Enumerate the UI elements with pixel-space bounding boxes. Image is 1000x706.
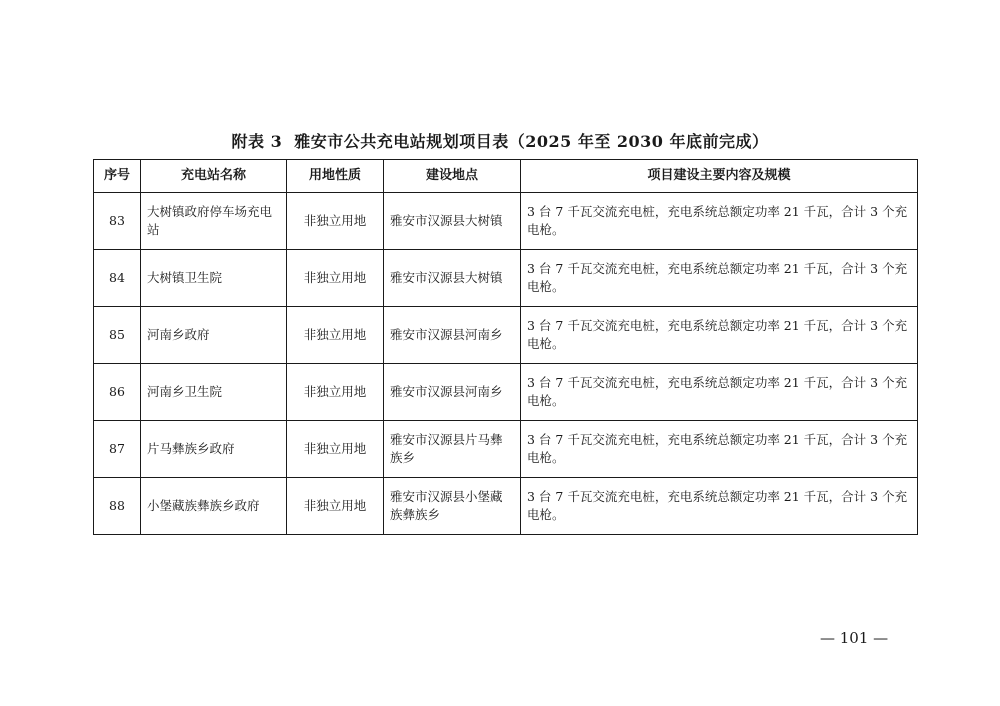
cell-location: 雅安市汉源县小堡藏族彝族乡 <box>384 478 521 535</box>
table-row <box>94 307 918 364</box>
table-header-row <box>94 160 918 193</box>
cell-station-name: 大树镇卫生院 <box>141 250 287 307</box>
header-content: 项目建设主要内容及规模 <box>521 160 918 193</box>
cell-seq: 84 <box>94 250 141 307</box>
cell-seq: 85 <box>94 307 141 364</box>
table-row <box>94 478 918 535</box>
table-row <box>94 193 918 250</box>
table-title <box>0 131 1000 153</box>
cell-land-type: 非独立用地 <box>287 478 384 535</box>
cell-seq: 83 <box>94 193 141 250</box>
cell-location: 雅安市汉源县片马彝族乡 <box>384 421 521 478</box>
cell-location: 雅安市汉源县大树镇 <box>384 193 521 250</box>
cell-content: 3 台 7 千瓦交流充电桩，充电系统总额定功率 21 千瓦，合计 3 个充电枪。 <box>521 421 918 478</box>
cell-station-name: 大树镇政府停车场充电站 <box>141 193 287 250</box>
cell-land-type: 非独立用地 <box>287 421 384 478</box>
cell-content: 3 台 7 千瓦交流充电桩，充电系统总额定功率 21 千瓦，合计 3 个充电枪。 <box>521 364 918 421</box>
table-title-prefix: 附表 3 <box>231 132 283 151</box>
table-row <box>94 250 918 307</box>
cell-seq: 87 <box>94 421 141 478</box>
cell-seq: 88 <box>94 478 141 535</box>
table-row <box>94 364 918 421</box>
page-number: — 101 — <box>820 629 889 647</box>
header-land-type: 用地性质 <box>287 160 384 193</box>
cell-station-name: 片马彝族乡政府 <box>141 421 287 478</box>
header-location: 建设地点 <box>384 160 521 193</box>
table-title-text: 雅安市公共充电站规划项目表（2025 年至 2030 年底前完成） <box>294 132 769 151</box>
cell-content: 3 台 7 千瓦交流充电桩，充电系统总额定功率 21 千瓦，合计 3 个充电枪。 <box>521 478 918 535</box>
cell-content: 3 台 7 千瓦交流充电桩，充电系统总额定功率 21 千瓦，合计 3 个充电枪。 <box>521 250 918 307</box>
cell-seq: 86 <box>94 364 141 421</box>
cell-content: 3 台 7 千瓦交流充电桩，充电系统总额定功率 21 千瓦，合计 3 个充电枪。 <box>521 307 918 364</box>
charging-station-plan-table <box>93 159 918 535</box>
cell-location: 雅安市汉源县河南乡 <box>384 307 521 364</box>
cell-land-type: 非独立用地 <box>287 250 384 307</box>
cell-content: 3 台 7 千瓦交流充电桩，充电系统总额定功率 21 千瓦，合计 3 个充电枪。 <box>521 193 918 250</box>
cell-station-name: 河南乡政府 <box>141 307 287 364</box>
header-seq: 序号 <box>94 160 141 193</box>
cell-location: 雅安市汉源县大树镇 <box>384 250 521 307</box>
cell-land-type: 非独立用地 <box>287 307 384 364</box>
cell-location: 雅安市汉源县河南乡 <box>384 364 521 421</box>
cell-land-type: 非独立用地 <box>287 364 384 421</box>
cell-station-name: 河南乡卫生院 <box>141 364 287 421</box>
cell-land-type: 非独立用地 <box>287 193 384 250</box>
header-station-name: 充电站名称 <box>141 160 287 193</box>
table-row <box>94 421 918 478</box>
cell-station-name: 小堡藏族彝族乡政府 <box>141 478 287 535</box>
